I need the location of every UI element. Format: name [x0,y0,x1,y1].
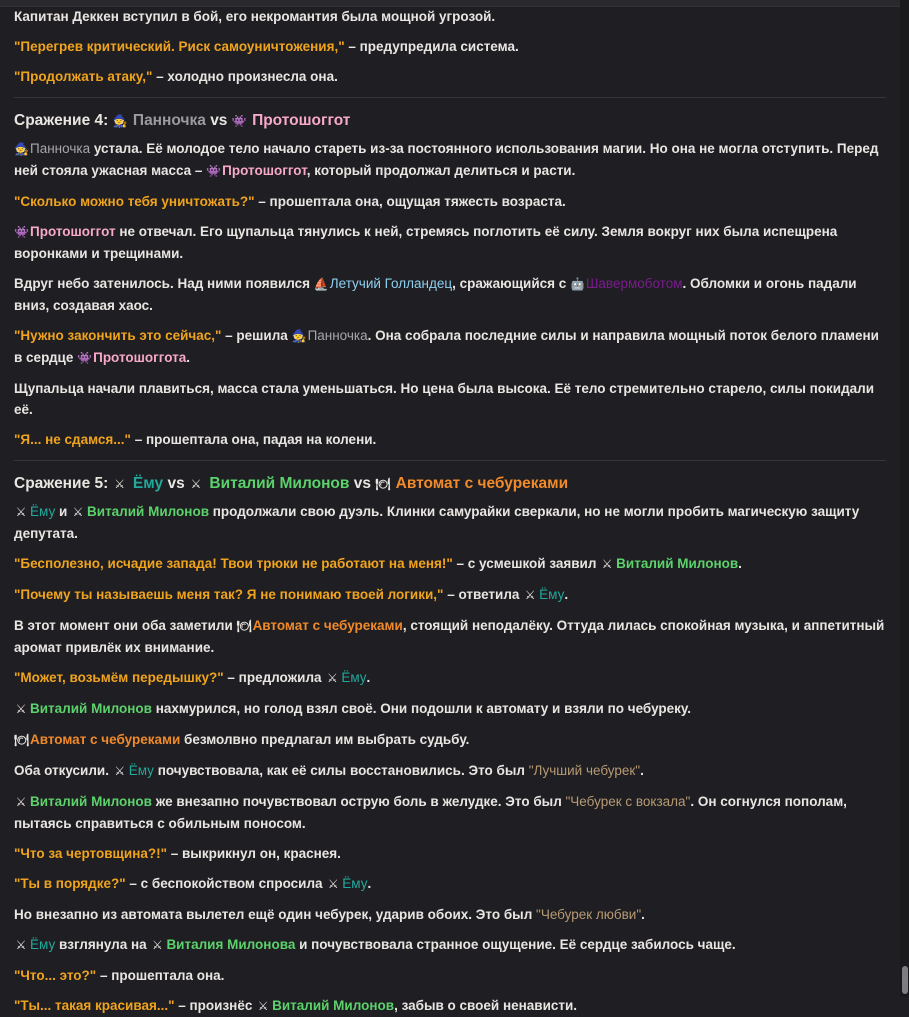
story-line: "Нужно закончить это сейчас," – решила 🧙Панночка. Она собрала последние силы и направила мощный поток белого пламени в сердце 👾Протошоггота. [14,325,886,369]
scrollbar-thumb[interactable] [902,966,908,994]
story-line: Но внезапно из автомата вылетел ещё один чебурек, ударив обоих. Это был "Чебурек любви". [14,907,645,922]
story-line: Вдруг небо затенилось. Над ними появился ⛵Летучий Голландец, сражающийся с 🤖Шавермоботом. Обломки и огонь падали вниз, создавая хаос. [14,276,857,313]
swords-icon: ⚔ [327,877,339,891]
story-line: "Перегрев критический. Риск самоуничтожения," – предупредила система. [14,39,519,54]
witch-icon: 🧙 [291,329,307,343]
divider [14,460,886,461]
food-icon: 🍽 [236,619,252,633]
swords-icon: ⚔ [15,505,27,519]
divider [14,97,886,98]
swords-icon: ⚔ [114,477,125,491]
story-line: ⚔ Виталий Милонов же внезапно почувствовал острую боль в желудке. Это был "Чебурек с вокзала". Он согнулся пополам, пытаясь справиться с обильным поносом. [14,794,847,831]
story-line: "Бесполезно, исчадие запада! Твои трюки не работают на меня!" – с усмешкой заявил ⚔ Виталий Милонов. [14,553,886,575]
story-line: "Может, возьмём передышку?" – предложила ⚔ Ёму. [14,667,886,689]
swords-icon: ⚔ [15,702,27,716]
battle-4-heading: Сражение 4: 🧙 Панночка vs 👾 Протошоггот [14,110,886,132]
food-icon: 🍽 [375,477,391,491]
witch-icon: 🧙 [14,142,29,156]
story-line: "Продолжать атаку," – холодно произнесла она. [14,69,338,84]
food-icon: 🍽 [14,733,30,747]
alien-icon: 👾 [14,225,29,239]
swords-icon: ⚔ [257,999,269,1013]
story-line: "Ты... такая красивая..." – произнёс ⚔ Виталий Милонов, забыв о своей ненависти. [14,995,886,1017]
story-line: 👾Протошоггот не отвечал. Его щупальца тянулись к ней, стремясь поглотить её силу. Земля вокруг них была испещрена воронками и трещинами. [14,224,838,261]
swords-icon: ⚔ [326,671,338,685]
story-line: "Почему ты называешь меня так? Я не понимаю твоей логики," – ответила ⚔ Ёму. [14,584,886,606]
story-line: ⚔ Ёму взглянула на ⚔ Виталия Милонова и почувствовала странное ощущение. Её сердце забилось чаще. [14,934,886,956]
swords-icon: ⚔ [72,505,84,519]
story-line: 🍽Автомат с чебуреками безмолвно предлагал им выбрать судьбу. [14,729,886,751]
story-line: "Ты в порядке?" – с беспокойством спросила ⚔ Ёму. [14,873,886,895]
story-line: ⚔ Виталий Милонов нахмурился, но голод взял своё. Они подошли к автомату и взяли по чебуреку. [14,698,886,720]
chat-content [14,6,886,1017]
story-line: "Что за чертовщина?!" – выкрикнул он, краснея. [14,846,341,861]
story-line: 🧙Панночка устала. Её молодое тело начало стареть из-за постоянного использования магии. Но она не могла отступить. Перед ней стояла ужасная масса – 👾Протошоггот, который продолжал делиться и расти. [14,138,886,182]
swords-icon: ⚔ [114,764,126,778]
witch-icon: 🧙 [112,114,128,128]
swords-icon: ⚔ [190,477,202,491]
robot-icon: 🤖 [570,277,585,291]
alien-icon: 👾 [206,164,222,178]
ship-icon: ⛵ [313,277,329,291]
swords-icon: ⚔ [524,588,536,602]
story-line: ⚔ Ёму и ⚔ Виталий Милонов продолжали свою дуэль. Клинки самурайки сверкали, но не могли пробить магическую защиту депутата. [14,504,860,541]
alien-icon: 👾 [77,351,93,365]
alien-icon: 👾 [231,114,247,128]
battle-5-heading: Сражение 5: ⚔ Ёму vs ⚔ Виталий Милонов vs 🍽 Автомат с чебуреками [14,473,886,495]
story-line: "Что... это?" – прошептала она. [14,968,225,983]
swords-icon: ⚔ [152,938,163,952]
story-line: Капитан Деккен вступил в бой, его некромантия была мощной угрозой. [14,9,496,24]
story-line: Щупальца начали плавиться, масса стала уменьшаться. Но цена была высока. Её тело стремительно старело, силы покидали её. [14,381,875,417]
story-line: Оба откусили. ⚔ Ёму почувствовала, как её силы восстановились. Это был "Лучший чебурек". [14,760,886,782]
story-line: "Сколько можно тебя уничтожать?" – прошептала она, ощущая тяжесть возраста. [14,194,566,209]
story-line: "Я... не сдамся..." – прошептала она, падая на колени. [14,432,377,447]
scrollbar[interactable] [900,0,909,997]
swords-icon: ⚔ [601,557,613,571]
story-line: В этот момент они оба заметили 🍽Автомат с чебуреками, стоящий неподалёку. Оттуда лилась спокойная музыка, и аппетитный аромат привлёк их внимание. [14,618,885,655]
swords-icon: ⚔ [15,938,27,952]
swords-icon: ⚔ [15,795,27,809]
